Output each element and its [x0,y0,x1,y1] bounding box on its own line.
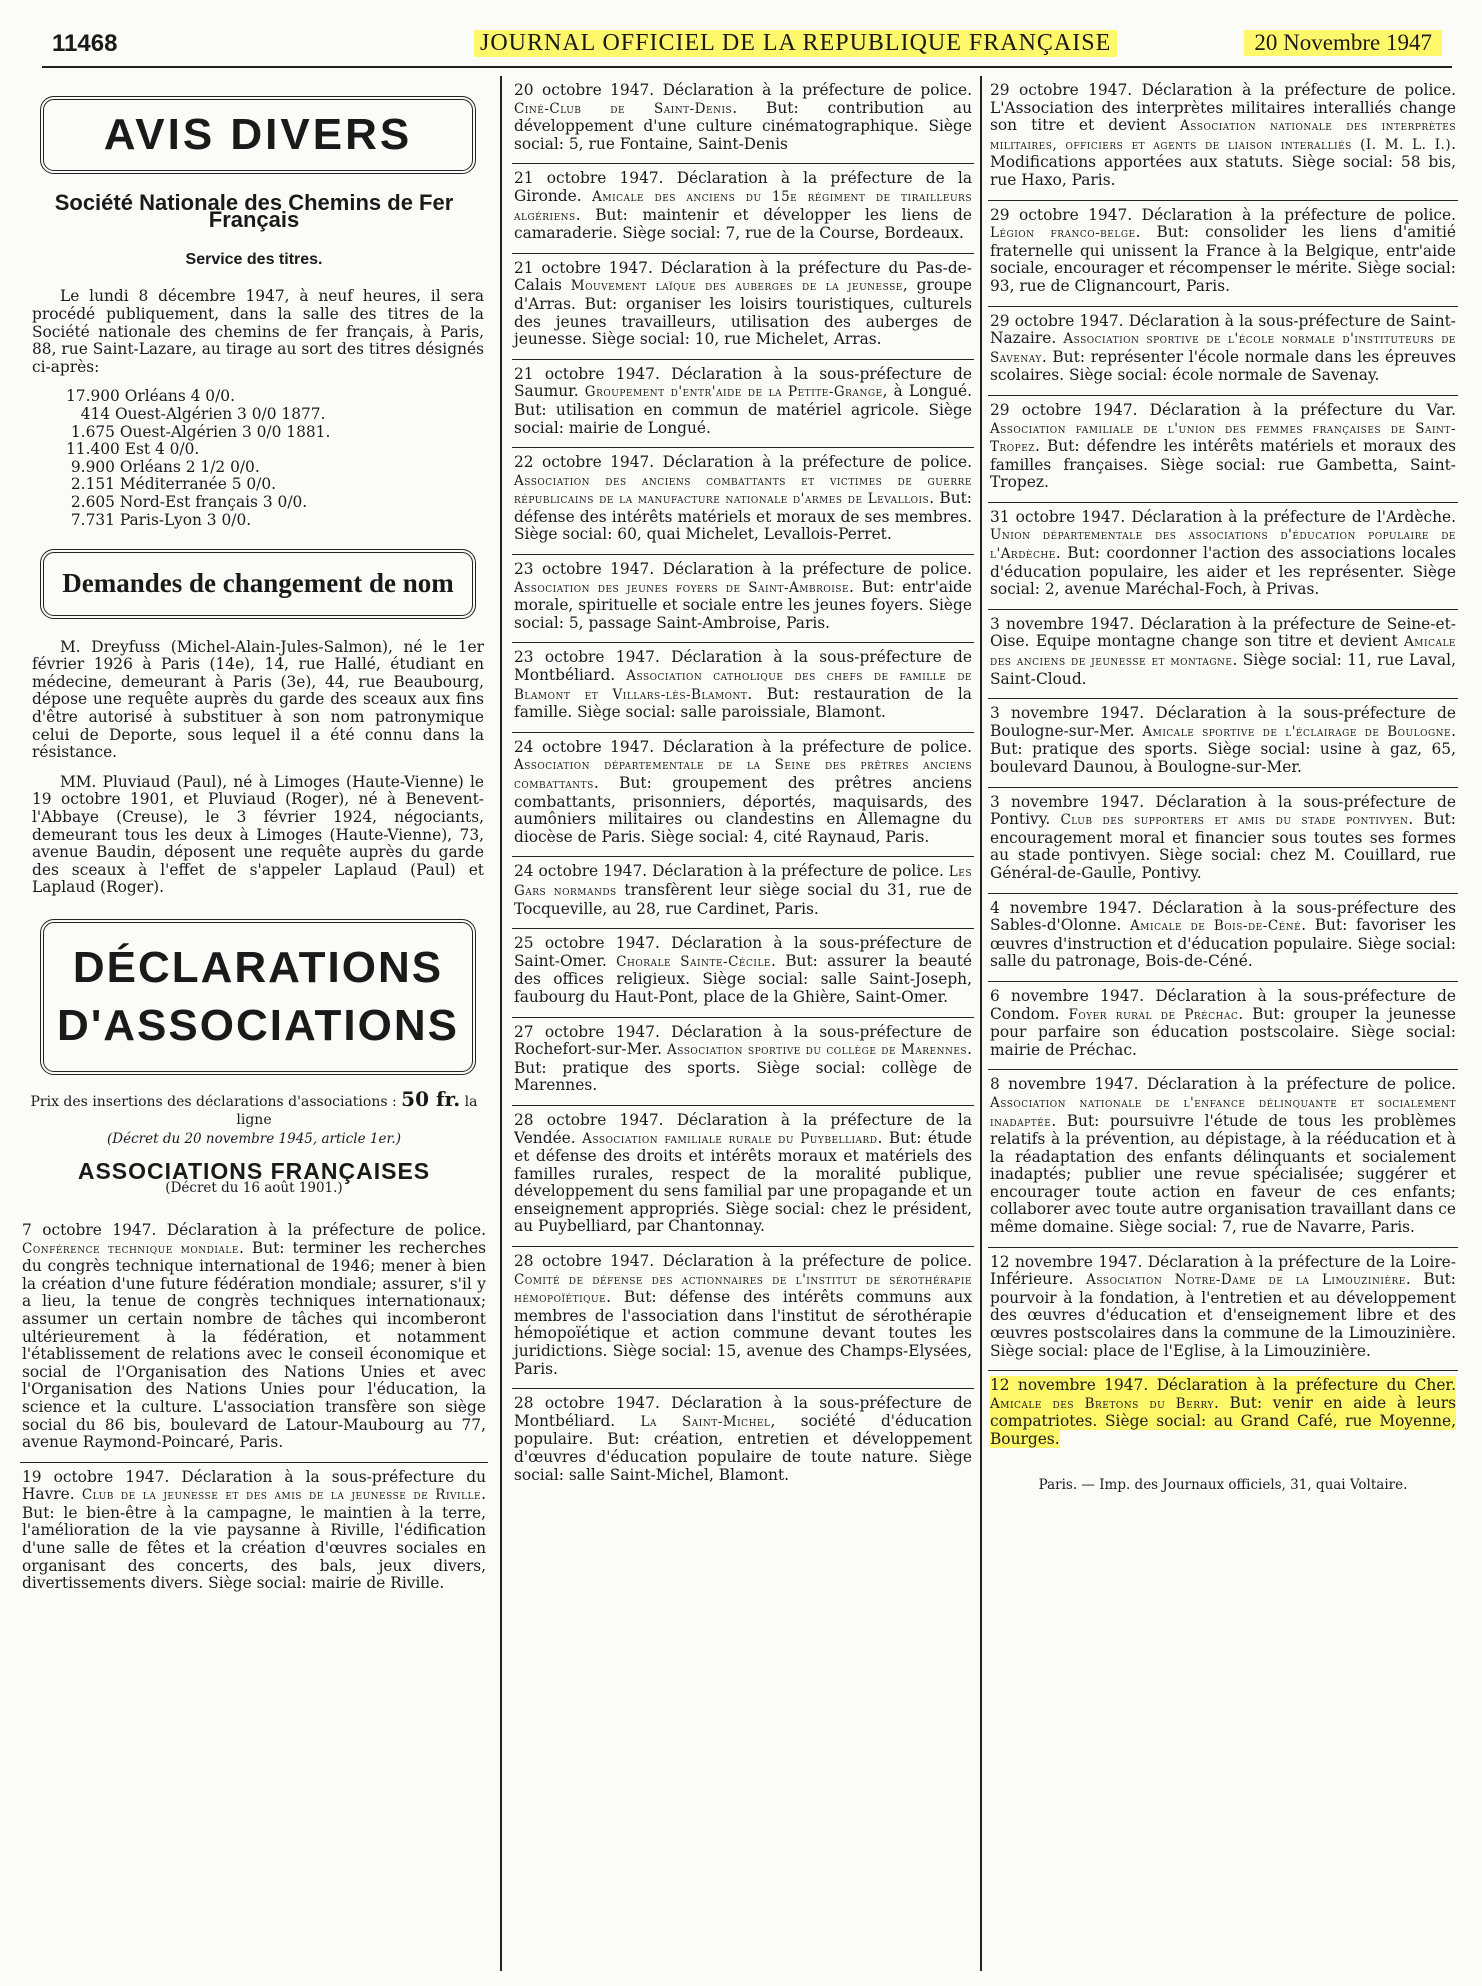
association-name: Foyer rural de Préchac [1068,1006,1239,1023]
association-name: Union départementale des associations d'éducation populaire de l'Ardèche [990,527,1456,563]
entry-preamble: 6 novembre 1947. Déclaration à la sous-préfecture de Condom. [990,986,1456,1023]
entry-details: . Modifications apportées aux statuts. Siège social: 58 bis, rue Haxo, Paris. [990,134,1456,189]
entry-preamble: 23 octobre 1947. Déclaration à la sous-préfecture de Montbéliard. [514,648,972,685]
price-prefix: Prix des insertions des déclarations d'associations : [30,1094,397,1110]
association-name: Chorale Sainte-Cécile [616,953,771,970]
demande-paragraph: M. Dreyfuss (Michel-Alain-Jules-Salmon), né le 1er février 1926 à Paris (14e), 14, rue Hallé, étudiant en médecine, demeurant à Paris (3e), 44, rue Beaubourg, dépose une requête auprès du garde des sceaux aux fins d'être autorisé à substituer à son nom patronymique celui de Deporte, sous lequel il a été connu dans la résistance. [32,637,484,762]
entry-details: . But: consolider les liens d'amitié fraternelle qui unissent la France à la Belgique, entr'aide sociale, encourager et récompenser le mérite. Siège social: 93, rue de Clignancourt, Paris. [990,223,1456,295]
entry-details: . But: poursuivre l'étude de tous les problèmes relatifs à la prévention, au dépistage, à la rééducation et à la réadaptation des enfants délinquants et socialement inadaptés; publier une revue spécialisée; suggérer et encourager toute action en faveur de ces enfants; collaborer avec toute autre organisation travaillant dans ce même domaine. Siège social: 7, rue de Navarre, Paris. [990,1111,1456,1237]
entry-details: . Siège social: 11, rue Laval, Saint-Cloud. [990,651,1456,688]
association-entry [20,1216,488,1463]
entry-details: . But: terminer les recherches du congrès technique international de 1946; mener à bien la création d'une future fédération mondiale; assurer, s'il y a lieu, la tenue de congrès techniques internationaux; assumer un certain nombre de tâches qui incomberont ultérieurement à la fédération, et notamment l'établissement de relations avec le conseil économique et social de l'Organisation des Nations Unies et avec l'Organisation des Nations Unies pour l'éducation, la science et la culture. L'association transfère son siège social du 86 bis, boulevard de Latour-Maubourg au 77, avenue Raymond-Poincaré, Paris. [22,1238,486,1452]
price-suffix: la ligne [236,1094,478,1128]
entry-details: . But: défense des intérêts matériels et moraux de ses membres. Siège social: 60, quai Michelet, Levallois-Perret. [514,489,972,544]
bond-item: 2.151 Méditerranée 5 0/0. [66,475,277,494]
entry-details: . But: encouragement moral et financier sous toutes ses formes au stade pontivyen. Siège social: chez M. Couillard, rue Général-de-Gaulle, Pontivy. [990,810,1456,882]
association-entry [512,643,974,732]
bond-item: 11.400 Est 4 0/0. [66,440,200,459]
entry-preamble: 28 octobre 1947. Déclaration à la préfecture de police. [514,1252,972,1271]
association-name: Les Gars normands [514,864,972,899]
association-entry [512,164,974,253]
entry-details: transfèrent leur siège social du 31, rue de Tocqueville, au 28, rue Cardinet, Paris. [514,880,972,918]
association-entry [512,1389,974,1494]
association-name: Conférence technique mondiale [22,1240,239,1257]
entry-details: . But: venir en aide à leurs compatriotes. Siège social: au Grand Café, rue Moyenne, Bourges. [990,1393,1457,1448]
association-name: Association catholique des chefs de famille de Blamont et Villars-lès-Blamont [514,668,972,703]
avis-text: Le lundi 8 décembre 1947, à neuf heures, il sera procédé publiquement, dans la salle des titres de la Société nationale des chemins de fer français, à Paris, 88, rue Saint-Lazare, au tirage au sort des titres désignés ci-après: [32,287,484,376]
entry-preamble: 23 octobre 1947. Déclaration à la préfecture de police. [514,560,972,579]
entry-preamble: 24 octobre 1947. Déclaration à la préfecture de police. [514,862,949,881]
entry-preamble: 3 novembre 1947. Déclaration à la sous-préfecture de Pontivy. [990,792,1456,829]
entry-details: . But: restauration de la famille. Siège social: salle paroissiale, Blamont. [514,684,972,722]
entry-preamble: 27 octobre 1947. Déclaration à la sous-préfecture de Rochefort-sur-Mer. [514,1022,972,1059]
entry-details: . But: pratique des sports. Siège social: collège de Marennes. [514,1040,972,1095]
association-entry [512,929,974,1017]
association-entry [512,733,974,858]
association-name: Club de la jeunesse et des amis de la jeunesse de Riville [81,1487,482,1504]
association-entry [512,254,974,360]
declarations-title-line1: DÉCLARATIONS [72,943,444,992]
demandes-heading: Demandes de changement de nom [40,549,476,619]
entry-details: . But: grouper la jeunesse pour parfaire son éducation postscolaire. Siège social: mairie de Préchac. [990,1004,1457,1059]
bond-item: 2.605 Nord-Est français 3 0/0. [66,492,308,511]
entry-preamble: 19 octobre 1947. Déclaration à la sous-préfecture du Havre. [22,1467,486,1504]
entry-preamble: 29 octobre 1947. Déclaration à la préfecture du Var. [990,400,1456,419]
section-decree: (Décret du 16 août 1901.) [165,1180,343,1197]
entry-details: , à Longué. But: utilisation en commun de matériel agricole. Siège social: mairie de Longué. [514,382,972,437]
association-entry [512,857,974,929]
association-name: Amicale des anciens de jeunesse et montagne [990,634,1456,670]
association-entry [988,503,1458,610]
service-title: Service des titres. [185,250,323,268]
association-name: Amicale des Bretons du Berry [990,1395,1214,1412]
entry-preamble: 21 octobre 1947. Déclaration à la préfecture de la Gironde. [514,169,972,205]
entry-details: , société d'éducation populaire. But: création, entretien et développement d'œuvres d'éducation populaire de toute nature. Siège social: salle Saint-Michel, Blamont. [514,1411,972,1484]
entry-preamble: 12 novembre 1947. Déclaration à la préfecture de la Loire-Inférieure. [990,1252,1456,1289]
association-name: Association départementale de la Seine des prêtres anciens combattants [514,757,972,792]
association-entry [512,76,974,164]
highlighted-text [990,1376,1456,1448]
association-entry [988,1371,1458,1458]
demande-paragraph: MM. Pluviaud (Paul), né à Limoges (Haute-Vienne) le 19 octobre 1901, et Pluviaud (Roger), né à Benevent-l'Abbaye (Creuse), le 3 février 1924, négociants, demeurant tous les deux à Limoges (Haute-Vienne), 73, avenue Baudin, déposent une requête auprès du garde des sceaux à l'effet de s'appeler Laplaud (Paul) et Laplaud (Roger). [32,772,484,897]
association-entry [512,555,974,643]
entry-details: . But: pratique des sports. Siège social: usine à gaz, 65, boulevard Daunou, à Boulogne-sur-Mer. [990,721,1456,776]
column-left [20,76,488,1966]
association-name: Association nationale de l'enfance délinquante et socialement inadaptée [990,1094,1456,1130]
entry-preamble: 20 octobre 1947. Déclaration à la préfecture de police. [514,81,972,99]
column-right [988,76,1458,1966]
entry-details: . But: contribution au développement d'une culture cinématographique. Siège social: 5, rue Fontaine, Saint-Denis [514,98,973,153]
entry-details: . But: coordonner l'action des associations locales d'éducation populaire, les aider et les représenter. Siège social: 2, avenue Maréchal-Foch, à Privas. [990,544,1456,599]
association-entry [512,360,974,448]
association-name: La Saint-Michel [640,1413,771,1430]
entry-preamble: 4 novembre 1947. Déclaration à la sous-préfecture des Sables-d'Olonne. [990,898,1456,935]
entry-details: . But: défendre les intérêts matériels et moraux des familles françaises. Siège social: rue Gambetta, Saint-Tropez. [990,437,1456,492]
entry-preamble: 28 octobre 1947. Déclaration à la préfecture de la Vendée. [514,1110,972,1147]
association-entry [512,1106,974,1247]
issue-date: 20 Novembre 1947 [1244,30,1442,56]
association-name: Association Notre-Dame de la Limouzinière [1086,1272,1406,1289]
entry-preamble: 28 octobre 1947. Déclaration à la sous-préfecture de Montbéliard. [514,1394,972,1430]
association-name: Groupement d'entr'aide de la Petite-Grange [584,384,883,401]
bond-item: 9.900 Orléans 2 1/2 0/0. [66,457,260,476]
entries-list [20,1216,488,1603]
entry-details: . But: pourvoir à la fondation, à l'entretien et au développement des œuvres d'éducation et d'enseignement libre et des œuvres postscolaires dans la commune de la Limouzinière. Siège social: place de l'Eglise, à la Limouzinière. [990,1270,1456,1360]
price-decree: (Décret du 20 novembre 1945, article 1er.) [107,1131,401,1148]
entry-preamble: 29 octobre 1947. Déclaration à la préfecture de police. L'Association des interprètes militaires interalliés change son titre et devient [990,81,1456,135]
association-entry [988,201,1458,307]
entry-preamble: 21 octobre 1947. Déclaration à la préfecture du Pas-de-Calais [514,258,972,295]
entry-details: . But: le bien-être à la campagne, le maintien à la terre, l'amélioration de la vie paysanne à Riville, l'édification d'une salle de fêtes et la création d'œuvres sociales en organisant des concerts, des bals, jeux divers, divertissements divers. Siège social: mairie de Riville. [22,1485,486,1593]
entry-preamble: 8 novembre 1947. Déclaration à la préfecture de police. [990,1075,1456,1094]
entry-preamble: 3 novembre 1947. Déclaration à la sous-préfecture de Boulogne-sur-Mer. [990,704,1456,740]
association-name: Amicale sportive de l'éclairage de Boulogne [1142,723,1452,740]
entry-details: . But: assurer la beauté des offices religieux. Siège social: salle Saint-Joseph, faubourg du Haut-Pont, place de la Ghière, Saint-Omer. [514,951,973,1006]
association-entry [988,307,1458,396]
entry-details: . But: favoriser les œuvres d'instruction et d'éducation populaire. Siège social: salle du patronage, Bois-de-Céné. [990,916,1456,971]
page-number: 11468 [52,30,118,57]
association-entry [988,610,1458,699]
entry-details: , groupe d'Arras. But: organiser les loisirs touristiques, culturels des jeunes travailleurs, utilisation des auberges de jeunesse. Siège social: 10, rue Michelet, Arras. [514,276,972,349]
association-name: Association familiale rurale du Puybelliard [582,1130,878,1147]
entry-preamble: 29 octobre 1947. Déclaration à la sous-préfecture de Saint-Nazaire. [990,311,1456,348]
association-entry [988,788,1458,894]
association-name: Association sportive du collège de Marennes [666,1042,968,1059]
bond-item: 17.900 Orléans 4 0/0. [66,387,235,406]
association-name: Comité de défense des actionnaires de l'institut de sérothérapie hémopoïétique [514,1271,972,1307]
entries-list [988,76,1458,1459]
company-name: Société Nationale des Chemins de Fer Français [54,189,454,233]
association-entry [988,894,1458,982]
entry-details: . But: étude et défense des droits et intérêts moraux et matériels des familles rurales, respect de la moralité publique, développement du sens familial par une propagande et un enseignement appropriés. Siège social: chez le président, au Puybelliard, par Chantonnay. [514,1128,972,1236]
association-name: Club des supporters et amis du stade pontivyen [1060,812,1409,829]
association-name: Association des jeunes foyers de Saint-Ambroise [514,579,850,596]
entry-details: . But: maintenir et développer les liens de camaraderie. Siège social: 7, rue de la Course, Bordeaux. [514,205,972,243]
association-name: Amicale de Bois-de-Céné [1130,918,1302,935]
declarations-heading [40,919,476,1075]
entry-details: . But: groupement des prêtres anciens combattants, prisonniers, déportés, maquisards, des aumôniers militaires ou clandestins en Allemagne du diocèse de Paris. Siège social: 4, cité Raynaud, Paris. [514,774,972,846]
association-name: Association familiale de l'union des femmes françaises de Saint-Tropez [990,420,1456,456]
association-entry [512,448,974,555]
declarations-title-line2: D'ASSOCIATIONS [57,1001,459,1050]
entry-preamble: 7 octobre 1947. Déclaration à la préfecture de police. [22,1220,486,1239]
association-name: Légion franco-belge [990,225,1136,242]
entry-preamble: 25 octobre 1947. Déclaration à la sous-préfecture de Saint-Omer. [514,934,972,970]
entry-details: . But: entr'aide morale, spirituelle et sociale entre les jeunes foyers. Siège social: 5, passage Saint-Ambroise, Paris. [514,577,972,632]
entry-preamble: 24 octobre 1947. Déclaration à la préfecture de police. [514,737,972,756]
association-name: Association nationale des interprètes militaires, officiers et agents de liaison interalliés (I. M. L. I.) [990,118,1457,153]
entry-preamble: 22 octobre 1947. Déclaration à la préfecture de police. [514,453,972,472]
section-title: ASSOCIATIONS FRANÇAISES [77,1157,431,1184]
association-entry [988,982,1458,1070]
association-name: Ciné-Club de Saint-Denis [514,100,733,117]
association-name: Association sportive de l'école normale d'instituteurs de Savenay [990,331,1456,366]
bond-list [66,388,488,529]
entry-details: . But: représenter l'école normale dans les épreuves scolaires. Siège social: école normale de Savenay. [990,347,1456,385]
column-rule [980,76,982,1971]
association-name: Association des anciens combattants et victimes de guerre républicains de la manufacture nationale d'armes de Levallois [514,472,972,508]
association-entry [988,1248,1458,1372]
journal-title: JOURNAL OFFICIEL DE LA REPUBLIQUE FRANÇAISE [474,30,1117,57]
insertion-price [20,1087,488,1129]
page-header [42,26,1452,68]
association-name: Amicale des anciens du 15e régiment de tirailleurs algériens [514,188,972,224]
association-entry [20,1463,488,1603]
entry-details: . But: défense des intérêts communs aux membres de l'association dans l'institut de sérothérapie hémopoïétique et action commune devant toutes les juridictions. Siège social: 15, avenue des Champs-Elysées, Paris. [514,1288,972,1378]
association-entry [988,396,1458,503]
avis-divers-heading: AVIS DIVERS [40,96,476,174]
entry-preamble: 29 octobre 1947. Déclaration à la préfecture de police. [990,205,1456,224]
bond-item: 7.731 Paris-Lyon 3 0/0. [66,510,252,529]
entry-preamble: 12 novembre 1947. Déclaration à la préfecture du Cher. [990,1376,1456,1395]
column-rule [500,76,502,1971]
association-entry [988,76,1458,201]
bond-item: 1.675 Ouest-Algérien 3 0/0 1881. [66,422,331,441]
association-name: Mouvement laïque des auberges de la jeunesse [570,278,903,295]
imprint: Paris. — Imp. des Journaux officiels, 31, quai Voltaire. [1038,1476,1408,1493]
entry-preamble: 3 novembre 1947. Déclaration à la préfecture de Seine-et-Oise. Equipe montagne change son titre et devient [990,614,1456,651]
entry-preamble: 31 octobre 1947. Déclaration à la préfecture de l'Ardèche. [990,507,1456,526]
bond-item: 414 Ouest-Algérien 3 0/0 1877. [66,404,326,423]
association-entry [512,1018,974,1106]
association-entry [512,1247,974,1389]
association-entry [988,1070,1458,1247]
entry-preamble: 21 octobre 1947. Déclaration à la sous-préfecture de Saumur. [514,364,972,401]
price-value: 50 fr. [401,1087,461,1111]
column-middle [512,76,974,1966]
association-entry [988,699,1458,787]
